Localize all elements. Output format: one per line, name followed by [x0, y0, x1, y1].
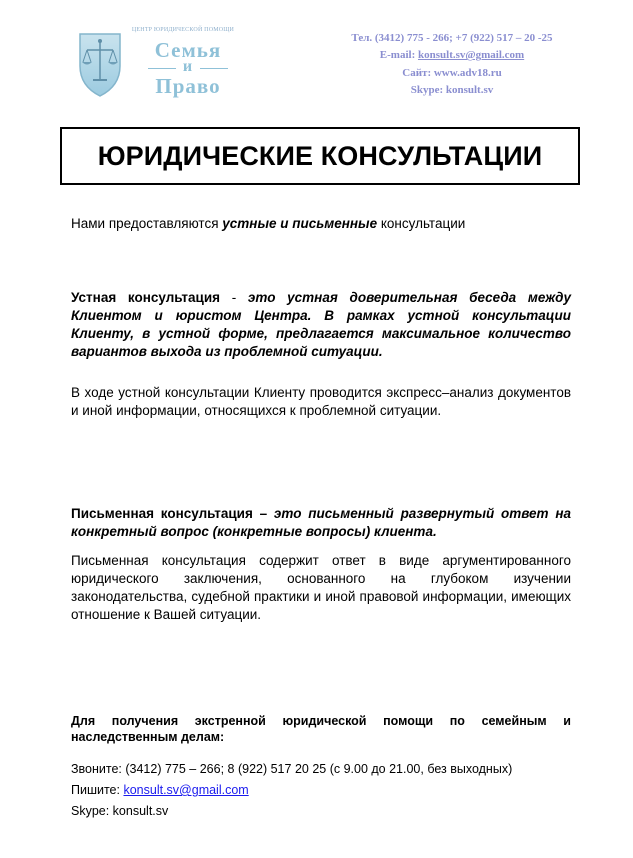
- written-definition-text: это письменный развернутый ответ на конкретный вопрос (конкретные вопросы) клиента.: [71, 506, 571, 539]
- call-line: Звоните: (3412) 775 – 266; 8 (922) 517 20 25 (с 9.00 до 21.00, без выходных): [71, 762, 513, 776]
- write-email-link[interactable]: konsult.sv@gmail.com: [123, 783, 249, 797]
- urgent-help-note: Для получения экстренной юридической помощи по семейным и наследственным делам:: [71, 714, 571, 744]
- header-phone: Тел. (3412) 775 - 266; +7 (922) 517 – 20 -25: [351, 32, 553, 44]
- oral-definition-text: это устная доверительная беседа между Клиентом и юристом Центра. В рамках устной консультации Клиенту, в устной форме, предлагается максимальное количество вариантов выхода из проблемной ситуации.: [71, 290, 571, 359]
- logo-center-label: ЦЕНТР ЮРИДИЧЕСКОЙ ПОМОЩИ: [131, 27, 235, 33]
- logo-word-and: и: [182, 58, 194, 75]
- intro-line: [71, 215, 571, 233]
- write-label: Пишите:: [71, 783, 124, 797]
- footer-skype: Skype: konsult.sv: [71, 804, 169, 818]
- written-paragraph: Письменная консультация содержит ответ в виде аргументированного юридического заключения, основанного на глубоком изучении законодательства, судебной практики и иной правовой информации, имеющих отношение к Вашей ситуации.: [71, 553, 571, 622]
- written-term: Письменная консультация: [71, 506, 253, 521]
- header-contacts: [318, 30, 586, 99]
- header-skype: Skype: konsult.sv: [410, 83, 494, 96]
- logo-emblem: [76, 30, 124, 98]
- logo-word-family: Семья: [154, 38, 222, 62]
- header-site: Сайт: www.adv18.ru: [402, 66, 502, 79]
- scales-shield-icon: [76, 30, 124, 98]
- title-box: [60, 127, 580, 185]
- written-dash: –: [252, 506, 274, 521]
- write-line: [71, 783, 249, 798]
- oral-definition: [71, 289, 571, 361]
- logo-word-law: Право: [155, 74, 221, 98]
- header-email-label: E-mail:: [379, 49, 418, 62]
- logo-divider-right: [200, 68, 228, 69]
- oral-dash: -: [220, 290, 248, 305]
- header-email-line: [318, 47, 586, 64]
- oral-term: Устная консультация: [71, 290, 221, 305]
- intro-before: Нами предоставляются: [71, 216, 223, 231]
- written-definition: [71, 505, 571, 541]
- oral-paragraph: В ходе устной консультации Клиенту проводится экспресс–анализ документов и иной информации, относящихся к проблемной ситуации.: [71, 385, 571, 418]
- intro-after: консультации: [377, 216, 466, 231]
- intro-emphasis: устные и письменные: [222, 216, 378, 231]
- page-title: ЮРИДИЧЕСКИЕ КОНСУЛЬТАЦИИ: [97, 140, 543, 171]
- header-email-link[interactable]: konsult.sv@gmail.com: [418, 49, 525, 62]
